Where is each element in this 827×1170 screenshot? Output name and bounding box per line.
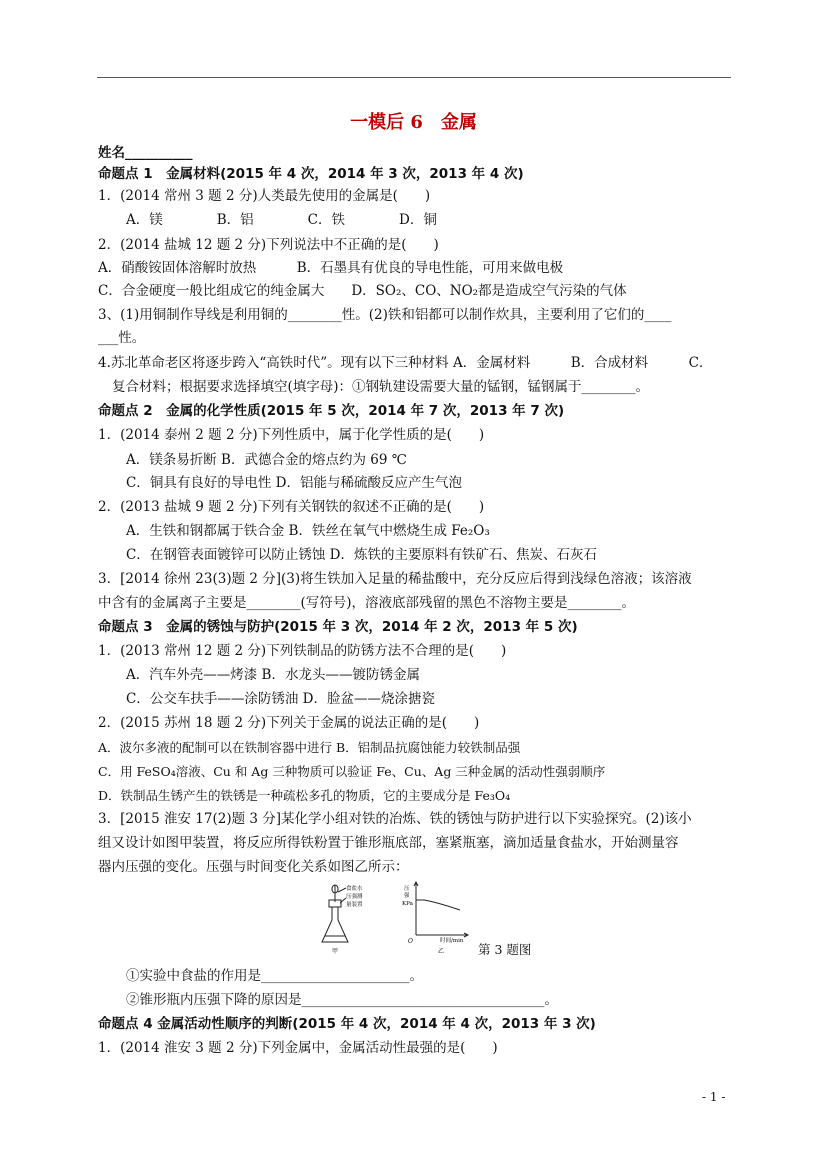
section-heading: 命题点 1 金属材料(2015 年 4 次，2014 年 3 次，2013 年 4 次): [98, 166, 524, 182]
axis-label: 压: [404, 886, 410, 892]
name-line: 姓名__________: [98, 145, 193, 161]
figure-sub-label: 甲: [332, 948, 339, 955]
page-number: - 1 -: [702, 1090, 726, 1104]
question-options: A．硝酸铵固体溶解时放热 B．石墨具有优良的导电性能，可用来做电极: [98, 260, 564, 276]
question: 复合材料；根据要求选择填空(填字母)：①钢轨建设需要大量的锰钢，锰钢属于________。: [112, 379, 650, 395]
apparatus-label: 压强测: [346, 894, 363, 900]
question-blank: ①实验中食盐的作用是______________________。: [126, 968, 423, 984]
question: 4.苏北革命老区将逐步跨入“高铁时代”。现有以下三种材料 A．金属材料 B．合成材料 C．: [98, 355, 713, 371]
figure-caption: 第 3 题图: [478, 942, 532, 957]
apparatus-label: 量装置: [346, 902, 363, 908]
section-heading: 命题点 3 金属的锈蚀与防护(2015 年 3 次，2014 年 2 次，2013 年 5 次): [98, 619, 578, 635]
axis-label: 时间/min: [440, 938, 464, 944]
question-options: C．公交车扶手——涂防锈油 D．脸盆——烧涂搪瓷: [126, 691, 435, 707]
question: 组又设计如图甲装置，将反应所得铁粉置于锥形瓶底部，塞紧瓶塞，滴加适量食盐水，开始测量容: [98, 835, 679, 851]
question: 3．[2014 徐州 23(3)题 2 分](3)将生铁加入足量的稀盐酸中，充分反应后得到浅绿色溶液；该溶液: [98, 571, 692, 587]
question: 2．(2014 盐城 12 题 2 分)下列说法中不正确的是( ): [98, 237, 439, 253]
question: 1．(2013 常州 12 题 2 分)下列铁制品的防锈方法不合理的是( ): [98, 643, 507, 659]
pressure-graph: [414, 882, 468, 937]
question: 1．(2014 淮安 3 题 2 分)下列金属中，金属活动性最强的是( ): [98, 1040, 498, 1056]
question: 1．(2014 泰州 2 题 2 分)下列性质中，属于化学性质的是( ): [98, 427, 485, 443]
question-options: A．镁条易折断 B．武德合金的熔点约为 69 ℃: [126, 452, 407, 468]
axis-label: 强: [404, 893, 410, 899]
question-options: A．波尔多液的配制可以在铁制容器中进行 B．铝制品抗腐蚀能力较铁制品强: [98, 740, 521, 755]
question: 中含有的金属离子主要是________(写符号)，溶液底部残留的黑色不溶物主要是________。: [98, 595, 636, 611]
section-heading: 命题点 2 金属的化学性质(2015 年 5 次，2014 年 7 次，2013 年 7 次): [98, 403, 565, 419]
question: 2．(2013 盐城 9 题 2 分)下列有关钢铁的叙述不正确的是( ): [98, 499, 485, 515]
question-options: D．铁制品生锈产生的铁锈是一种疏松多孔的物质，它的主要成分是 Fe₃O₄: [98, 788, 511, 803]
question: 3、(1)用铜制作导线是利用铜的________性。(2)铁和铝都可以制作炊具，主要利用了它们的____: [98, 307, 672, 323]
axis-label: KPa: [402, 901, 413, 907]
question-options: A．镁 B．铝 C．铁 D．铜: [126, 212, 437, 228]
question-options: C．铜具有良好的导电性 D．铝能与稀硫酸反应产生气泡: [126, 475, 462, 491]
question: 1．(2014 常州 3 题 2 分)人类最先使用的金属是( ): [98, 188, 431, 204]
question: ___性。: [98, 330, 146, 346]
question: 2．(2015 苏州 18 题 2 分)下列关于金属的说法正确的是( ): [98, 715, 480, 731]
header-rule: [97, 77, 731, 78]
question: 器内压强的变化。压强与时间变化关系如图乙所示：: [98, 859, 409, 875]
apparatus-diagram: [322, 885, 348, 942]
figure-sub-label: 乙: [438, 948, 445, 955]
question-options: C．合金硬度一般比组成它的纯金属大 D．SO₂、CO、NO₂都是造成空气污染的气体: [98, 283, 627, 299]
experiment-figure: [318, 880, 478, 955]
question-options: C．用 FeSO₄溶液、Cu 和 Ag 三种物质可以验证 Fe、Cu、Ag 三种金属的活动性强弱顺序: [98, 764, 606, 779]
apparatus-label: 食盐水: [346, 886, 363, 892]
origin-label: O: [408, 938, 413, 945]
question: 3．[2015 淮安 17(2)题 3 分]某化学小组对铁的冶炼、铁的锈蚀与防护进行以下实验探究。(2)该小: [98, 811, 692, 827]
question-options: A．汽车外壳——烤漆 B．水龙头——镀防锈金属: [126, 667, 420, 683]
question-options: C．在钢管表面镀锌可以防止锈蚀 D．炼铁的主要原料有铁矿石、焦炭、石灰石: [126, 547, 597, 563]
page-title: 一模后 6 金属: [350, 112, 477, 133]
section-heading: 命题点 4 金属活动性顺序的判断(2015 年 4 次，2014 年 4 次，2013 年 3 次): [98, 1016, 596, 1032]
question-options: A．生铁和钢都属于铁合金 B．铁丝在氧气中燃烧生成 Fe₂O₃: [126, 523, 490, 539]
question-blank: ②锥形瓶内压强下降的原因是____________________________________。: [126, 992, 558, 1008]
